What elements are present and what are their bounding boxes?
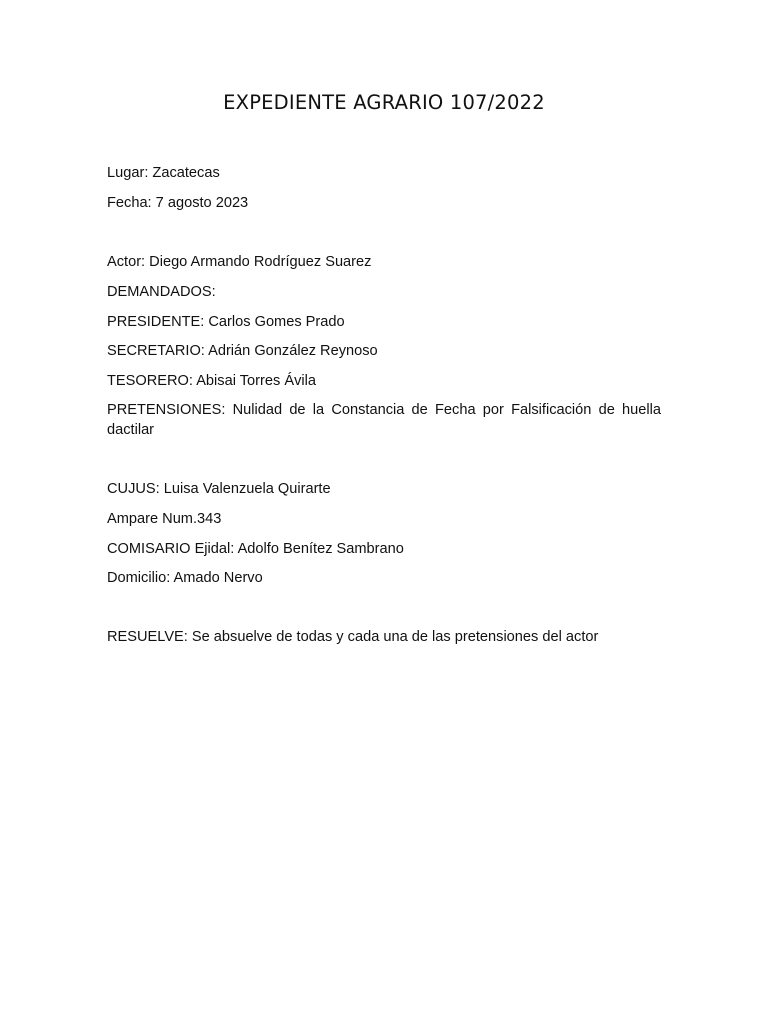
- presidente-line: PRESIDENTE: Carlos Gomes Prado: [107, 314, 345, 330]
- fecha-line: Fecha: 7 agosto 2023: [107, 195, 249, 211]
- actor-line: Actor: Diego Armando Rodríguez Suarez: [107, 254, 372, 270]
- document-title: EXPEDIENTE AGRARIO 107/2022: [223, 91, 545, 114]
- lugar-line: Lugar: Zacatecas: [107, 165, 220, 181]
- ampare-line: Ampare Num.343: [107, 511, 222, 527]
- demandados-line: DEMANDADOS:: [107, 284, 216, 300]
- pretensiones-paragraph: PRETENSIONES: Nulidad de la Constancia de Fecha por Falsificación de huella dactilar: [107, 402, 661, 438]
- secretario-line: SECRETARIO: Adrián González Reynoso: [107, 343, 378, 359]
- domicilio-line: Domicilio: Amado Nervo: [107, 570, 263, 586]
- comisario-line: COMISARIO Ejidal: Adolfo Benítez Sambrano: [107, 541, 404, 557]
- resuelve-line: RESUELVE: Se absuelve de todas y cada una de las pretensiones del actor: [107, 629, 599, 645]
- tesorero-line: TESORERO: Abisai Torres Ávila: [107, 373, 316, 389]
- cujus-line: CUJUS: Luisa Valenzuela Quirarte: [107, 481, 331, 497]
